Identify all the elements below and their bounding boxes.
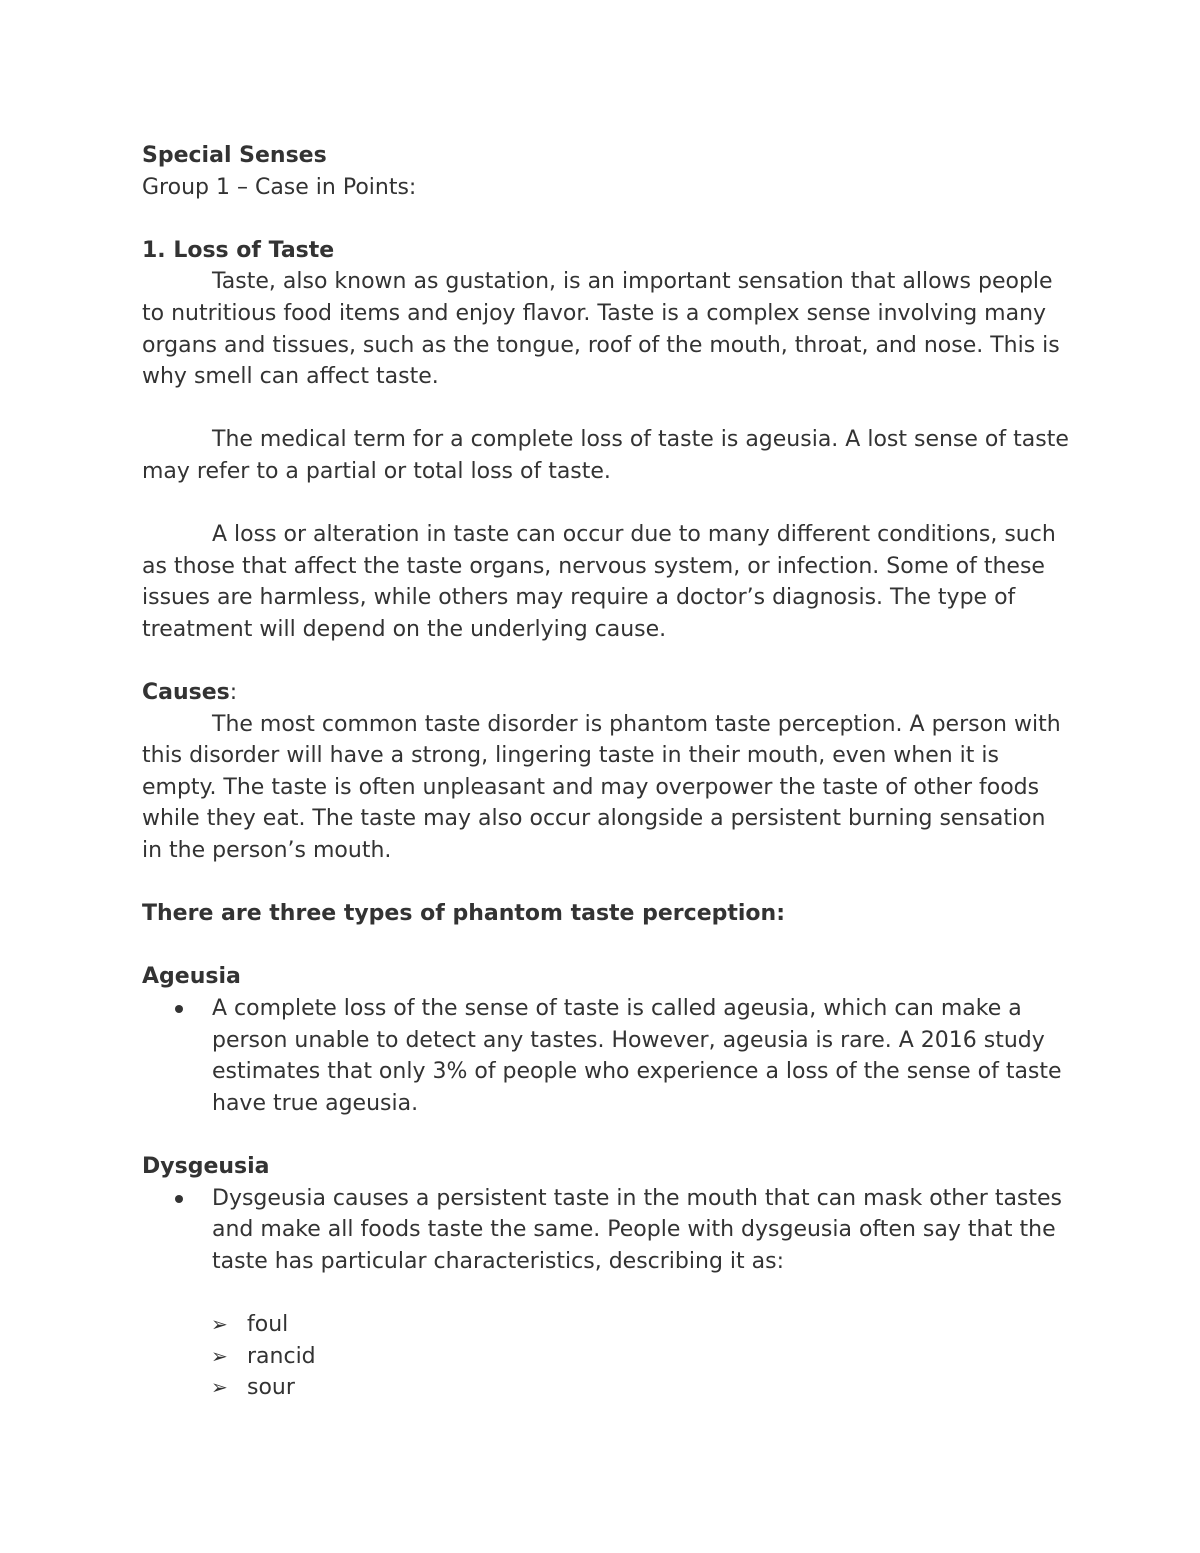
section-heading-loss-of-taste: 1. Loss of Taste bbox=[142, 237, 335, 263]
paragraph-gustation: Taste, also known as gustation, is an important sensation that allows people to nutritious food items and enjoy flavor. Taste is a complex sense involving many organs and tissues, such as the tongue, roof of the mouth, throat, and nose. This is why smell can affect taste. bbox=[142, 269, 1060, 390]
document-title: Special Senses bbox=[142, 143, 327, 168]
types-heading: There are three types of phantom taste perception: bbox=[142, 901, 785, 927]
ageusia-bullet: A complete loss of the sense of taste is called ageusia, which can make a person unable to detect any tastes. However, ageusia is rare. A 2016 study estimates that only 3% of people who experience a loss of the sense of taste have true ageusia. bbox=[212, 993, 1072, 1119]
arrow-bullet-icon: ➢ bbox=[211, 1311, 228, 1336]
characteristic-label: rancid bbox=[247, 1343, 316, 1369]
paragraph-ageusia-term: The medical term for a complete loss of taste is ageusia. A lost sense of taste may refer to a partial or total loss of taste. bbox=[142, 427, 1069, 484]
list-item bbox=[211, 1341, 1072, 1373]
document-page bbox=[142, 140, 1072, 1404]
ageusia-heading: Ageusia bbox=[142, 964, 241, 990]
spacer bbox=[142, 488, 1072, 520]
spacer bbox=[142, 393, 1072, 425]
dysgeusia-list bbox=[142, 1183, 1072, 1278]
characteristics-list bbox=[142, 1309, 1072, 1404]
spacer bbox=[142, 867, 1072, 899]
spacer bbox=[142, 646, 1072, 678]
characteristic-label: foul bbox=[247, 1311, 289, 1337]
spacer bbox=[142, 203, 1072, 235]
paragraph-causes: The most common taste disorder is phantom taste perception. A person with this disorder will have a strong, lingering taste in their mouth, even when it is empty. The taste is often unpleasant and may overpower the taste of other foods while they eat. The taste may also occur alongside a persistent burning sensation in the person’s mouth. bbox=[142, 711, 1061, 864]
spacer bbox=[142, 1119, 1072, 1151]
causes-heading bbox=[142, 677, 1072, 709]
list-item bbox=[211, 1309, 1072, 1341]
characteristic-label: sour bbox=[247, 1375, 295, 1401]
spacer bbox=[142, 1277, 1072, 1309]
spacer bbox=[142, 930, 1072, 962]
dysgeusia-heading: Dysgeusia bbox=[142, 1154, 270, 1179]
causes-label: Causes bbox=[142, 680, 230, 706]
list-item bbox=[211, 1372, 1072, 1404]
arrow-bullet-icon: ➢ bbox=[211, 1375, 228, 1400]
dysgeusia-bullet: Dysgeusia causes a persistent taste in the mouth that can mask other tastes and make all foods taste the same. People with dysgeusia often say that the taste has particular characteristics, describing it as: bbox=[212, 1183, 1072, 1278]
document-subtitle: Group 1 – Case in Points: bbox=[142, 174, 417, 200]
causes-colon: : bbox=[229, 680, 238, 706]
arrow-bullet-icon: ➢ bbox=[211, 1343, 228, 1368]
paragraph-conditions: A loss or alteration in taste can occur due to many different conditions, such as those that affect the taste organs, nervous system, or infection. Some of these issues are harmless, while others may require a doctor’s diagnosis. The type of treatment will depend on the underlying cause. bbox=[142, 522, 1056, 642]
ageusia-list bbox=[142, 993, 1072, 1119]
